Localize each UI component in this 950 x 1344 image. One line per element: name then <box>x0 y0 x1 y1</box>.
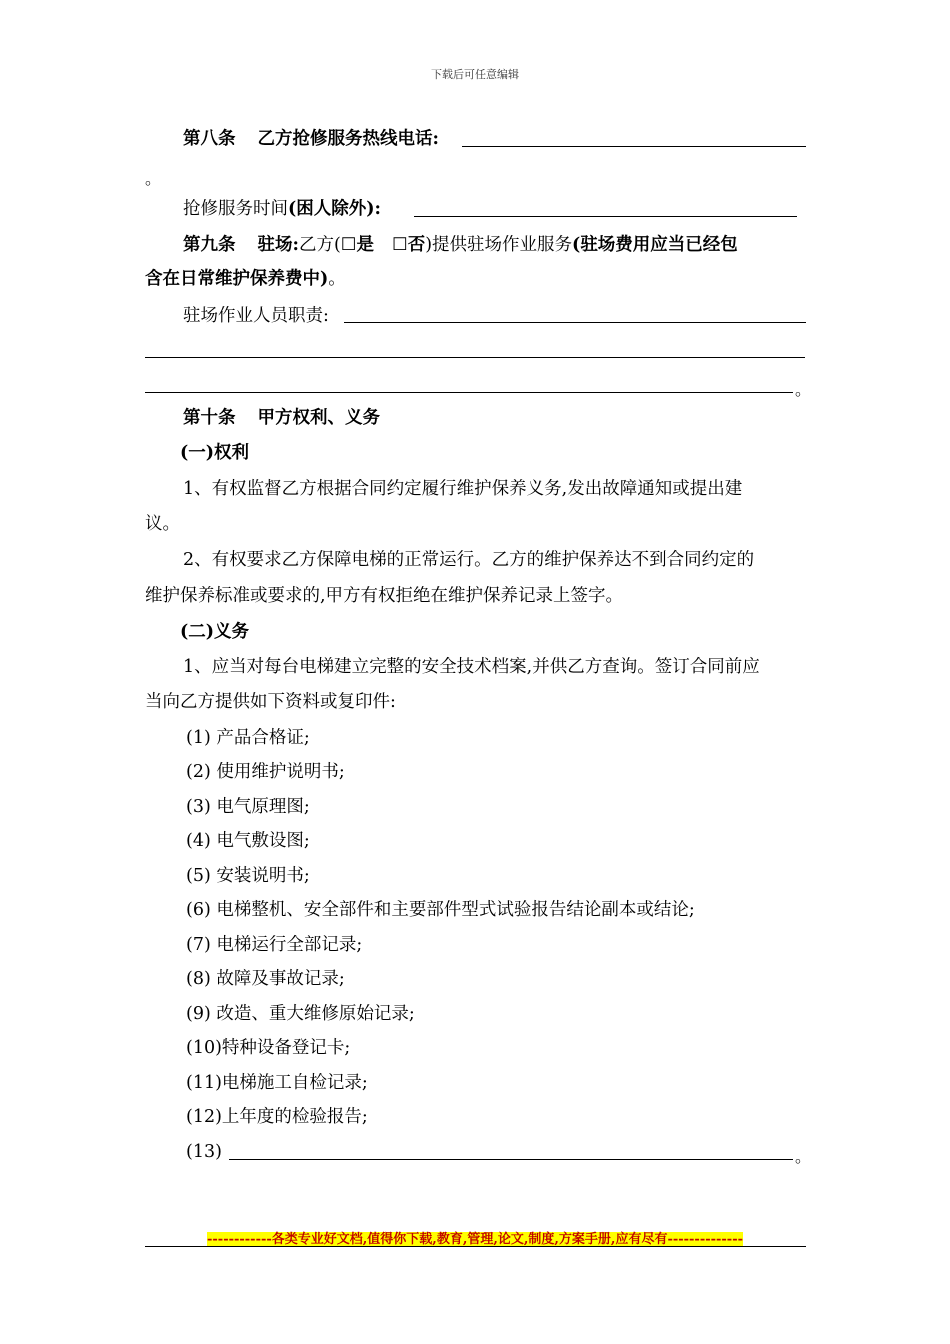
onsite-duty-end-mark: 。 <box>795 380 812 399</box>
doc-list-item: (1) 产品合格证; <box>186 728 310 748</box>
article-9-note-close: ) <box>320 269 329 289</box>
onsite-duty-blank-2[interactable] <box>145 357 805 358</box>
doc-list-item: (3) 电气原理图; <box>186 797 310 817</box>
service-time-note: (困人除外): <box>288 199 382 219</box>
service-time-line <box>183 197 381 221</box>
service-time-blank[interactable] <box>414 216 797 217</box>
doc-list-item: (5) 安装说明书; <box>186 866 310 886</box>
article-9-note-line2: 含在日常维护保养费中 <box>145 269 320 289</box>
article-9-end-mark: 。 <box>328 269 346 289</box>
rights-item-1-line-1: 1、有权监督乙方根据合同约定履行维护保养义务,发出故障通知或提出建 <box>183 479 743 499</box>
doc-list-item: (12)上年度的检验报告; <box>186 1107 368 1127</box>
onsite-duty-line <box>183 304 329 328</box>
doc-list-item: (11)电梯施工自检记录; <box>186 1073 368 1093</box>
article-10-heading: 甲方权利、义务 <box>257 408 380 428</box>
article-8-end-mark: 。 <box>145 169 162 188</box>
onsite-duty-blank-3[interactable] <box>145 392 793 393</box>
doc-list-item: (2) 使用维护说明书; <box>186 762 345 782</box>
doc-13-label: (13) <box>186 1142 222 1162</box>
rights-item-2-line-2: 维护保养标准或要求的,甲方有权拒绝在维护保养记录上签字。 <box>145 586 624 606</box>
doc-13-blank[interactable] <box>229 1159 793 1160</box>
rights-item-2-line-1: 2、有权要求乙方保障电梯的正常运行。乙方的维护保养达不到合同约定的 <box>183 550 755 570</box>
article-8-line <box>183 127 439 151</box>
article-9-title: 第九条 <box>183 235 236 255</box>
article-10-line <box>183 406 380 430</box>
article-10-title: 第十条 <box>183 408 236 428</box>
doc-list-item: (10)特种设备登记卡; <box>186 1038 351 1058</box>
onsite-duty-blank-1[interactable] <box>344 322 806 323</box>
article-9-label: 驻场: <box>257 235 299 255</box>
article-9-line <box>183 233 738 257</box>
page-header: 下载后可任意编辑 <box>431 68 519 81</box>
doc-list-item: (6) 电梯整机、安全部件和主要部件型式试验报告结论副本或结论; <box>186 900 695 920</box>
article-9-provide-text: )提供驻场作业服务 <box>425 235 573 255</box>
doc-list-item: (4) 电气敷设图; <box>186 831 310 851</box>
footer-banner <box>0 1228 950 1247</box>
rights-heading: (一)权利 <box>180 443 250 463</box>
article-9-line-2 <box>145 267 346 291</box>
article-8-hotline-label: 乙方抢修服务热线电话: <box>257 129 439 149</box>
footer-divider <box>145 1246 806 1247</box>
option-no-label: 否 <box>407 235 426 255</box>
footer-banner-text: ------------各类专业好文档,值得你下载,教育,管理,论文,制度,方案手册,应有尽有-------------- <box>207 1232 743 1247</box>
rights-item-1-line-2: 议。 <box>145 514 180 534</box>
doc-list-item: (8) 故障及事故记录; <box>186 969 345 989</box>
article-9-note-line1: 驻场费用应当已经包 <box>580 235 738 255</box>
hotline-blank[interactable] <box>462 146 806 147</box>
service-time-label: 抢修服务时间 <box>183 199 288 219</box>
doc-list-item: (9) 改造、重大维修原始记录; <box>186 1004 415 1024</box>
article-8-title: 第八条 <box>183 129 236 149</box>
checkbox-no-icon[interactable]: ☐ <box>392 235 408 255</box>
duties-item-1-line-2: 当向乙方提供如下资料或复印件: <box>145 692 396 712</box>
doc-13-end-mark: 。 <box>795 1147 812 1166</box>
article-9-party: 乙方( <box>298 235 341 255</box>
onsite-duty-label: 驻场作业人员职责: <box>183 306 329 326</box>
article-9-note-open: ( <box>572 235 581 255</box>
duties-heading: (二)义务 <box>180 622 250 642</box>
duties-item-1-line-1: 1、应当对每台电梯建立完整的安全技术档案,并供乙方查询。签订合同前应 <box>183 657 760 677</box>
doc-list-item: (7) 电梯运行全部记录; <box>186 935 363 955</box>
option-yes-label: 是 <box>356 235 374 255</box>
checkbox-yes-icon[interactable]: ☐ <box>340 235 357 255</box>
